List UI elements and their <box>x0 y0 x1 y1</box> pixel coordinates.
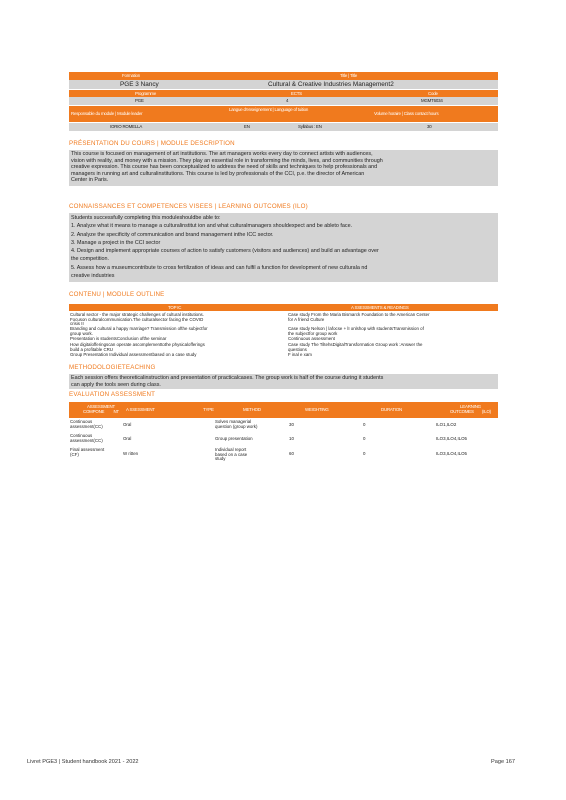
outline-assessments-header: A SSESSMENTS & READINGS <box>351 304 409 310</box>
eval-duration: 0 <box>363 451 366 456</box>
header-row-leader-label <box>69 106 498 122</box>
eval-method: based on a case <box>215 451 248 457</box>
evaluation-title: EVALUATION ASSESSMENT <box>69 391 156 398</box>
header-row-programme-label <box>69 90 498 97</box>
presentation-line: creative expression. This course has been conceptualized to address the need of skills and techniques to help professionals and <box>71 164 378 171</box>
outline-topic-text: Focuson culturalcommunication.The culturalsector facing the COVID <box>70 316 204 322</box>
programme-label: Programme <box>135 90 157 96</box>
footer-handbook: Livret PGE3 | Student handbook 2021 - 2022 <box>27 759 139 765</box>
eval-type: W ritten <box>123 451 139 456</box>
objectives-title: CONNAISSANCES ET COMPETENCES VISEES | LEARNING OUTCOMES (ILO) <box>69 203 308 210</box>
methodology-line: can apply the tools seen during class. <box>71 381 161 388</box>
program-name: PGE 3 Nancy <box>120 81 159 88</box>
methodology-line: Each session offers theoreticalinstruction and presentation of practicalcases. The group work is half of the course during it students <box>71 375 384 381</box>
outline-assessment-text: F inal e xam <box>288 352 312 357</box>
eval-weighting: 60 <box>289 451 294 456</box>
eval-type: Oral <box>123 435 132 441</box>
presentation-title: PRÉSENTATION DU COURS | MODULE DESCRIPTION <box>69 140 235 147</box>
eval-component: (CF) <box>70 451 79 457</box>
eval-component: Continuous <box>70 419 93 424</box>
eval-duration: 0 <box>363 421 366 427</box>
outline-topic-text: group work. <box>70 330 93 336</box>
hours-value: 30 <box>427 124 432 129</box>
module-leader-label: Responsable du module | Module leader <box>71 111 143 116</box>
title-label: Title | Title <box>340 73 358 78</box>
eval-component: Continuous <box>70 433 93 438</box>
methodology-box <box>69 374 498 389</box>
eval-duration-header: DURATION <box>381 407 403 412</box>
syllabus-value: Syllabus : EN <box>298 124 322 129</box>
presentation-line: vision with reality, and money with a mission. They play an essential role in transforming the minds, lives, and communities through <box>71 157 383 164</box>
presentation-line: Center in Paris. <box>71 177 109 184</box>
outline-topic-text: Group Presentation Individual assessmentbased on a case study <box>70 352 197 357</box>
eval-weighting-header: WEIGHTING <box>305 407 329 412</box>
ects-label: ECTS <box>291 90 302 96</box>
outline-assessment-text: questions <box>288 346 307 352</box>
header-row-program <box>69 80 498 89</box>
language-value: EN <box>244 124 250 129</box>
header-row-programme-values <box>69 97 498 105</box>
objective-line: the competition. <box>71 256 110 263</box>
outline-assessment-text: the subjectfor group work <box>288 330 338 336</box>
eval-ilo: ILO1,ILO2 <box>436 421 457 427</box>
eval-assessment-header: A SSESSMENT <box>126 407 155 412</box>
eval-duration: 0 <box>363 435 366 441</box>
eval-component: assessment(CC) <box>70 437 103 443</box>
eval-ilo: ILO3,ILO4,ILO5 <box>436 451 467 456</box>
eval-method: question (group work) <box>215 423 258 429</box>
language-label: Langue d'enseignement | Language of tuition <box>229 107 309 112</box>
objective-line: creative industries <box>71 273 115 280</box>
outline-row <box>69 353 498 359</box>
eval-type: Oral <box>123 421 132 427</box>
objective-line: Students successfully completing this moduleshouldbe able to: <box>71 215 221 221</box>
presentation-line: This course is focused on management of art institutions. The art managers works every day to connect artists with audiences, <box>71 151 373 157</box>
outline-topic-text: Branding and cultural a happy marriage? Transmission ofthe subjectfor <box>70 326 208 331</box>
outline-assessment-text: Continuous assessment <box>288 336 335 341</box>
objective-line: 2. Analyze the specificity of communication and brand management inthe ICC sector. <box>71 231 274 238</box>
eval-weighting: 10 <box>289 435 294 441</box>
outline-topic-text: crisis II <box>70 321 84 327</box>
footer-page-number: Page 167 <box>491 759 515 765</box>
outline-topic-text: Presentation is studentsConclusion ofthe seminar <box>70 336 167 341</box>
header-row-formation <box>69 72 498 80</box>
eval-method: Solves managerial <box>215 419 252 424</box>
presentation-box <box>69 150 498 186</box>
code-label: Code <box>428 90 438 96</box>
eval-method-header: METHOD <box>243 407 261 412</box>
objective-line: 5. Assess how a museumcontribute to cross fertilization of ideas and can fulfil a function for development of new culturala nd <box>71 264 368 271</box>
eval-method: study <box>215 456 226 462</box>
evaluation-row <box>69 448 498 464</box>
ects-value: 4 <box>286 98 289 103</box>
objective-line: 1. Analyze what it means to manage a culturalinstitut ion and what culturalmanagers shouldexpect and be ableto face. <box>71 223 353 230</box>
eval-ilo: ILO3,ILO4,ILO5 <box>436 435 467 441</box>
module-leader-value: IORIO ROMELLA <box>110 124 143 129</box>
objective-line: 3. Manage a project in the CCI sector <box>71 239 161 246</box>
outline-topic-text: build a profitable CRU <box>70 346 113 352</box>
evaluation-row <box>69 434 498 446</box>
eval-component: Final assessment <box>70 447 105 452</box>
outline-assessment-text: Case study The TiltehsDigitalTransformation Group work :Answer the <box>288 342 423 347</box>
evaluation-row <box>69 420 498 432</box>
outline-topic-header: TOP IC <box>168 304 182 310</box>
outline-topic-text: How digitalofferingscan operate ascomplementtothe physicalofferings <box>70 342 205 347</box>
programme-value: PGE <box>135 98 144 103</box>
objective-line: 4. Design and implement appropriate courses of action to satisfy customers (visitors and audiences) and build an advantage over <box>71 248 379 255</box>
eval-ilo-header: LEARNING OUTCOMES (ILO) <box>450 404 491 414</box>
objectives-box <box>69 213 498 282</box>
methodology-title: METHODOLOGIETEACHING <box>69 364 156 371</box>
outline-assessment-text: Case study From the Maria Bismarck Foundation to the American Center <box>288 312 430 317</box>
eval-method: Group presentation <box>215 435 253 441</box>
code-value: MGMT6034 <box>421 98 443 103</box>
hours-label: Volume horaire | Class contact hours <box>374 111 439 116</box>
eval-type-header: TYPE <box>203 407 214 412</box>
formation-label: Formation <box>122 73 140 78</box>
course-title: Cultural & Creative Industries Management2 <box>268 81 394 88</box>
outline-title: CONTENU | MODULE OUTLINE <box>69 291 165 298</box>
eval-component-header: ASSESSMENT COMPONE NT <box>83 404 119 414</box>
outline-assessment-text: for A friend Culture <box>288 316 325 322</box>
outline-header <box>69 304 498 311</box>
eval-method: Individual report <box>215 447 247 452</box>
outline-assessment-text: Case study Nelson | lafocse + lI onlshop with studentsTransmission of <box>288 326 424 331</box>
eval-component: assessment(CC) <box>70 423 103 429</box>
header-row-leader-values <box>69 123 498 131</box>
eval-weighting: 30 <box>289 421 294 427</box>
evaluation-header <box>69 402 498 418</box>
presentation-line: managers in running art and culturalinstitutions. This course is led by professionals of the CCI, p.e. the director of American <box>71 170 365 177</box>
outline-topic-text: Cultural sector - the major strategic challenges of cultural institutions. <box>70 312 204 317</box>
